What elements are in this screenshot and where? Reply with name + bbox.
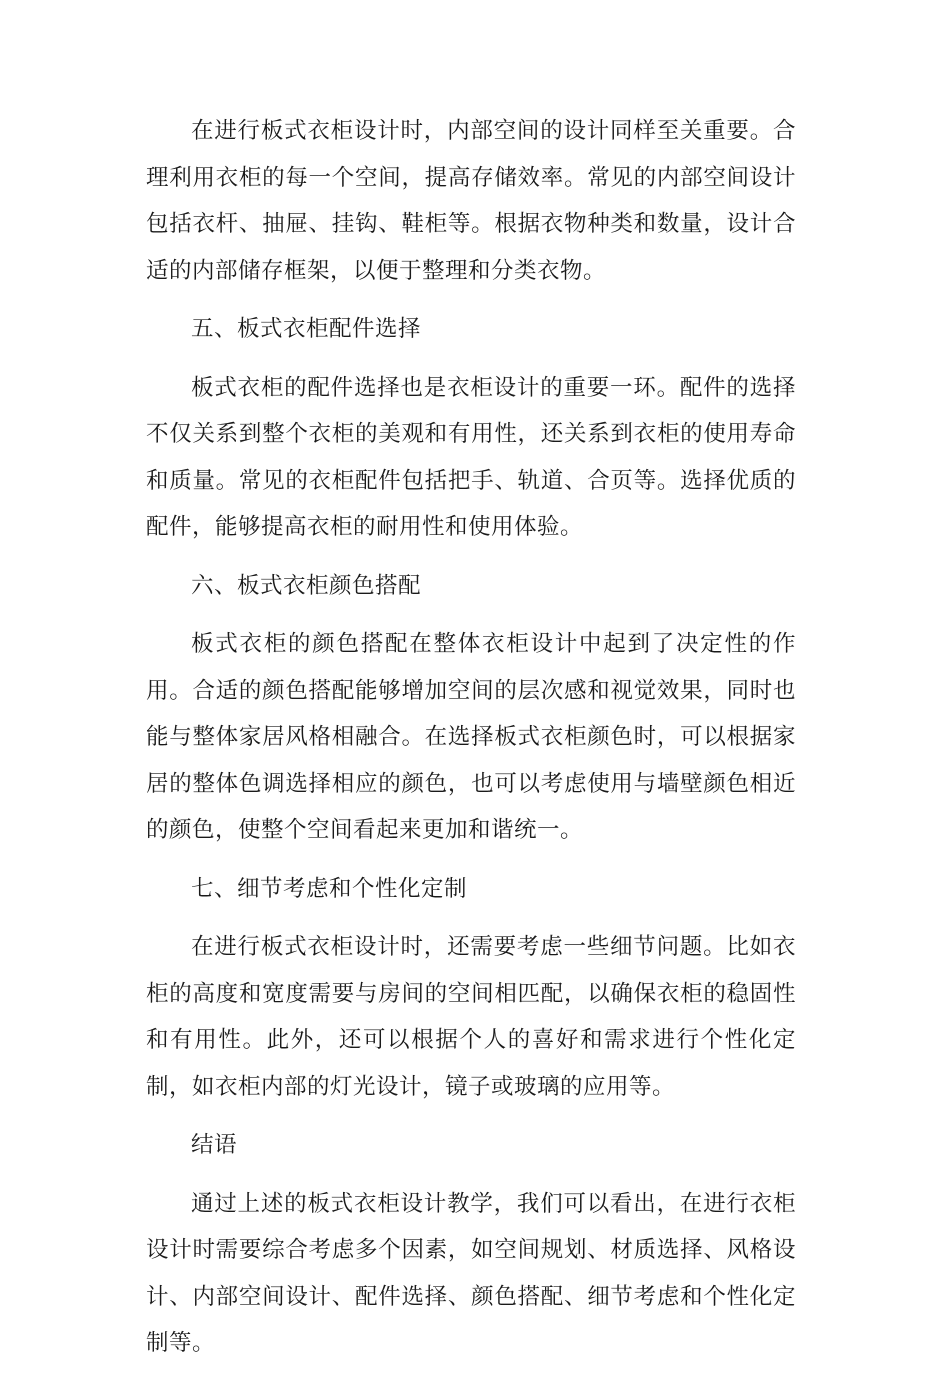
- paragraph-interior-space: 在进行板式衣柜设计时，内部空间的设计同样至关重要。合理利用衣柜的每一个空间，提高存储效率。常见的内部空间设计包括衣杆、抽屉、挂钩、鞋柜等。根据衣物种类和数量，设计合适的内部储存框架，以便于整理和分类衣物。: [146, 118, 796, 284]
- section-heading-details: 七、细节考虑和个性化定制: [191, 875, 468, 902]
- section-heading-color: 六、板式衣柜颜色搭配: [191, 572, 422, 599]
- paragraph-color: 板式衣柜的颜色搭配在整体衣柜设计中起到了决定性的作用。合适的颜色搭配能够增加空间的层次感和视觉效果，同时也能与整体家居风格相融合。在选择板式衣柜颜色时，可以根据家居的整体色调选择相应的颜色，也可以考虑使用与墙壁颜色相近的颜色，使整个空间看起来更加和谐统一。: [146, 631, 796, 843]
- paragraph-accessories: 板式衣柜的配件选择也是衣柜设计的重要一环。配件的选择不仅关系到整个衣柜的美观和有用性，还关系到衣柜的使用寿命和质量。常见的衣柜配件包括把手、轨道、合页等。选择优质的配件，能够提高衣柜的耐用性和使用体验。: [146, 374, 796, 540]
- paragraph-conclusion: 通过上述的板式衣柜设计教学，我们可以看出，在进行衣柜设计时需要综合考虑多个因素，如空间规划、材质选择、风格设计、内部空间设计、配件选择、颜色搭配、细节考虑和个性化定制等。: [146, 1190, 796, 1356]
- section-heading-conclusion: 结语: [191, 1132, 238, 1158]
- section-heading-accessories: 五、板式衣柜配件选择: [191, 316, 422, 342]
- document-body: [146, 108, 796, 1379]
- paragraph-details: 在进行板式衣柜设计时，还需要考虑一些细节问题。比如衣柜的高度和宽度需要与房间的空间相匹配，以确保衣柜的稳固性和有用性。此外，还可以根据个人的喜好和需求进行个性化定制，如衣柜内部的灯光设计，镜子或玻璃的应用等。: [146, 934, 796, 1100]
